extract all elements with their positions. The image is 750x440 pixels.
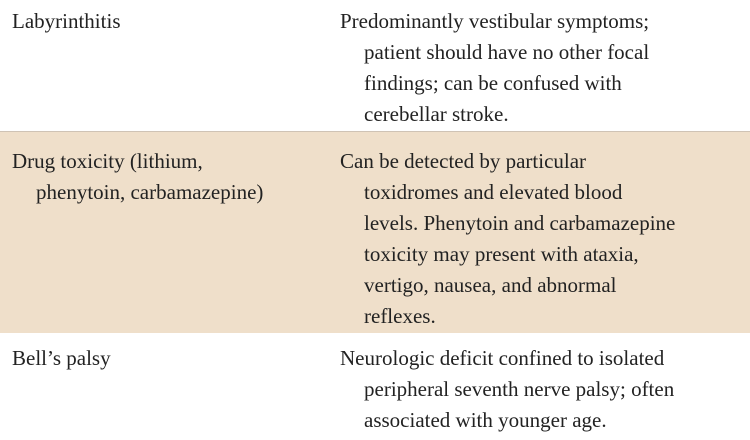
- condition-text: Drug toxicity (lithium,: [12, 149, 203, 173]
- condition-text: Bell’s palsy: [12, 346, 111, 370]
- table-row: [0, 0, 750, 132]
- condition-text: phenytoin, carbamazepine): [36, 180, 264, 204]
- condition-cell: [12, 343, 327, 374]
- notes-text: vertigo, nausea, and abnormal: [364, 273, 617, 297]
- table-row: [0, 333, 750, 440]
- notes-text: Can be detected by particular: [340, 149, 587, 173]
- notes-text: Predominantly vestibular symptoms;: [340, 9, 650, 33]
- notes-text: cerebellar stroke.: [364, 102, 509, 126]
- notes-text: toxidromes and elevated blood: [364, 180, 623, 204]
- condition-cell: [12, 146, 327, 208]
- notes-text: toxicity may present with ataxia,: [364, 242, 639, 266]
- notes-text: peripheral seventh nerve palsy; often: [364, 377, 675, 401]
- notes-cell: [340, 6, 745, 130]
- condition-cell: [12, 6, 327, 37]
- notes-text: findings; can be confused with: [364, 71, 622, 95]
- notes-text: associated with younger age.: [364, 408, 607, 432]
- table-row: [0, 132, 750, 333]
- notes-cell: [340, 343, 745, 436]
- notes-text: patient should have no other focal: [364, 40, 650, 64]
- condition-text: Labyrinthitis: [12, 9, 121, 33]
- notes-text: Neurologic deficit confined to isolated: [340, 346, 665, 370]
- notes-cell: [340, 146, 745, 332]
- notes-text: levels. Phenytoin and carbamazepine: [364, 211, 676, 235]
- notes-text: reflexes.: [364, 304, 436, 328]
